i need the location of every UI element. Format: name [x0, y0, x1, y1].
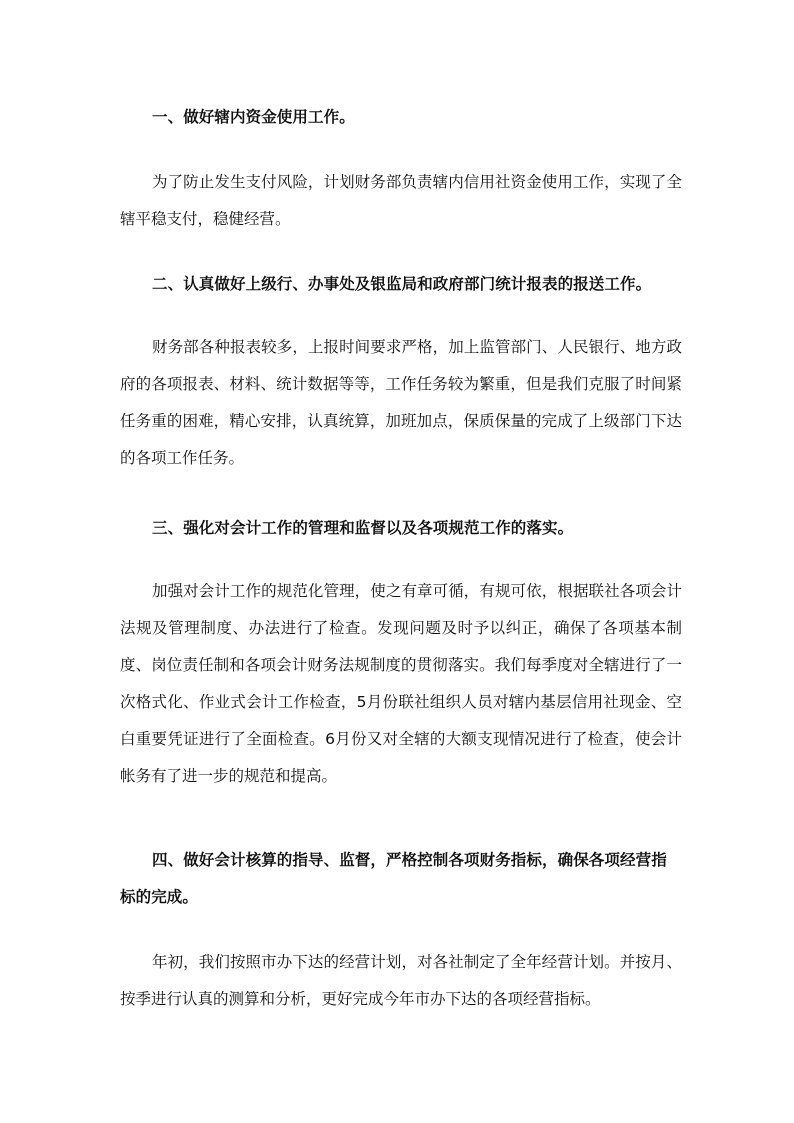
section-3-heading: 三、强化对会计工作的管理和监督以及各项规范工作的落实。	[152, 519, 574, 537]
section-3-body: 加强对会计工作的规范化管理，使之有章可循，有规可依，根据联社各项会计法规及管理制度、办法进行了检查。发现问题及时予以纠正，确保了各项基本制度、岗位责任制和各项会计财务法规制度的贯彻落实。我们每季度对全辖进行了一次格式化、作业式会计工作检查，5月份联社组织人员对辖内基层信用社现金、空白重要凭证进行了全面检查。6月份又对全辖的大额支现情况进行了检查，使会计帐务有了进一步的规范和提高。	[120, 582, 682, 785]
section-2-heading: 二、认真做好上级行、办事处及银监局和政府部门统计报表的报送工作。	[152, 275, 652, 293]
section-4-body: 年初，我们按照市办下达的经营计划，对各社制定了全年经营计划。并按月、按季进行认真的测算和分析，更好完成今年市办下达的各项经营指标。	[120, 953, 682, 1008]
section-1-body: 为了防止发生支付风险，计划财务部负责辖内信用社资金使用工作，实现了全辖平稳支付，稳健经营。	[120, 173, 682, 228]
section-4-heading: 四、做好会计核算的指导、监督，严格控制各项财务指标，确保各项经营指标的完成。	[120, 851, 667, 906]
section-1-heading: 一、做好辖内资金使用工作。	[152, 108, 355, 126]
section-2-body: 财务部各种报表较多，上报时间要求严格，加上监管部门、人民银行、地方政府的各项报表、材料、统计数据等等，工作任务较为繁重，但是我们克服了时间紧任务重的困难，精心安排，认真统算，加班加点，保质保量的完成了上级部门下达的各项工作任务。	[120, 338, 682, 467]
